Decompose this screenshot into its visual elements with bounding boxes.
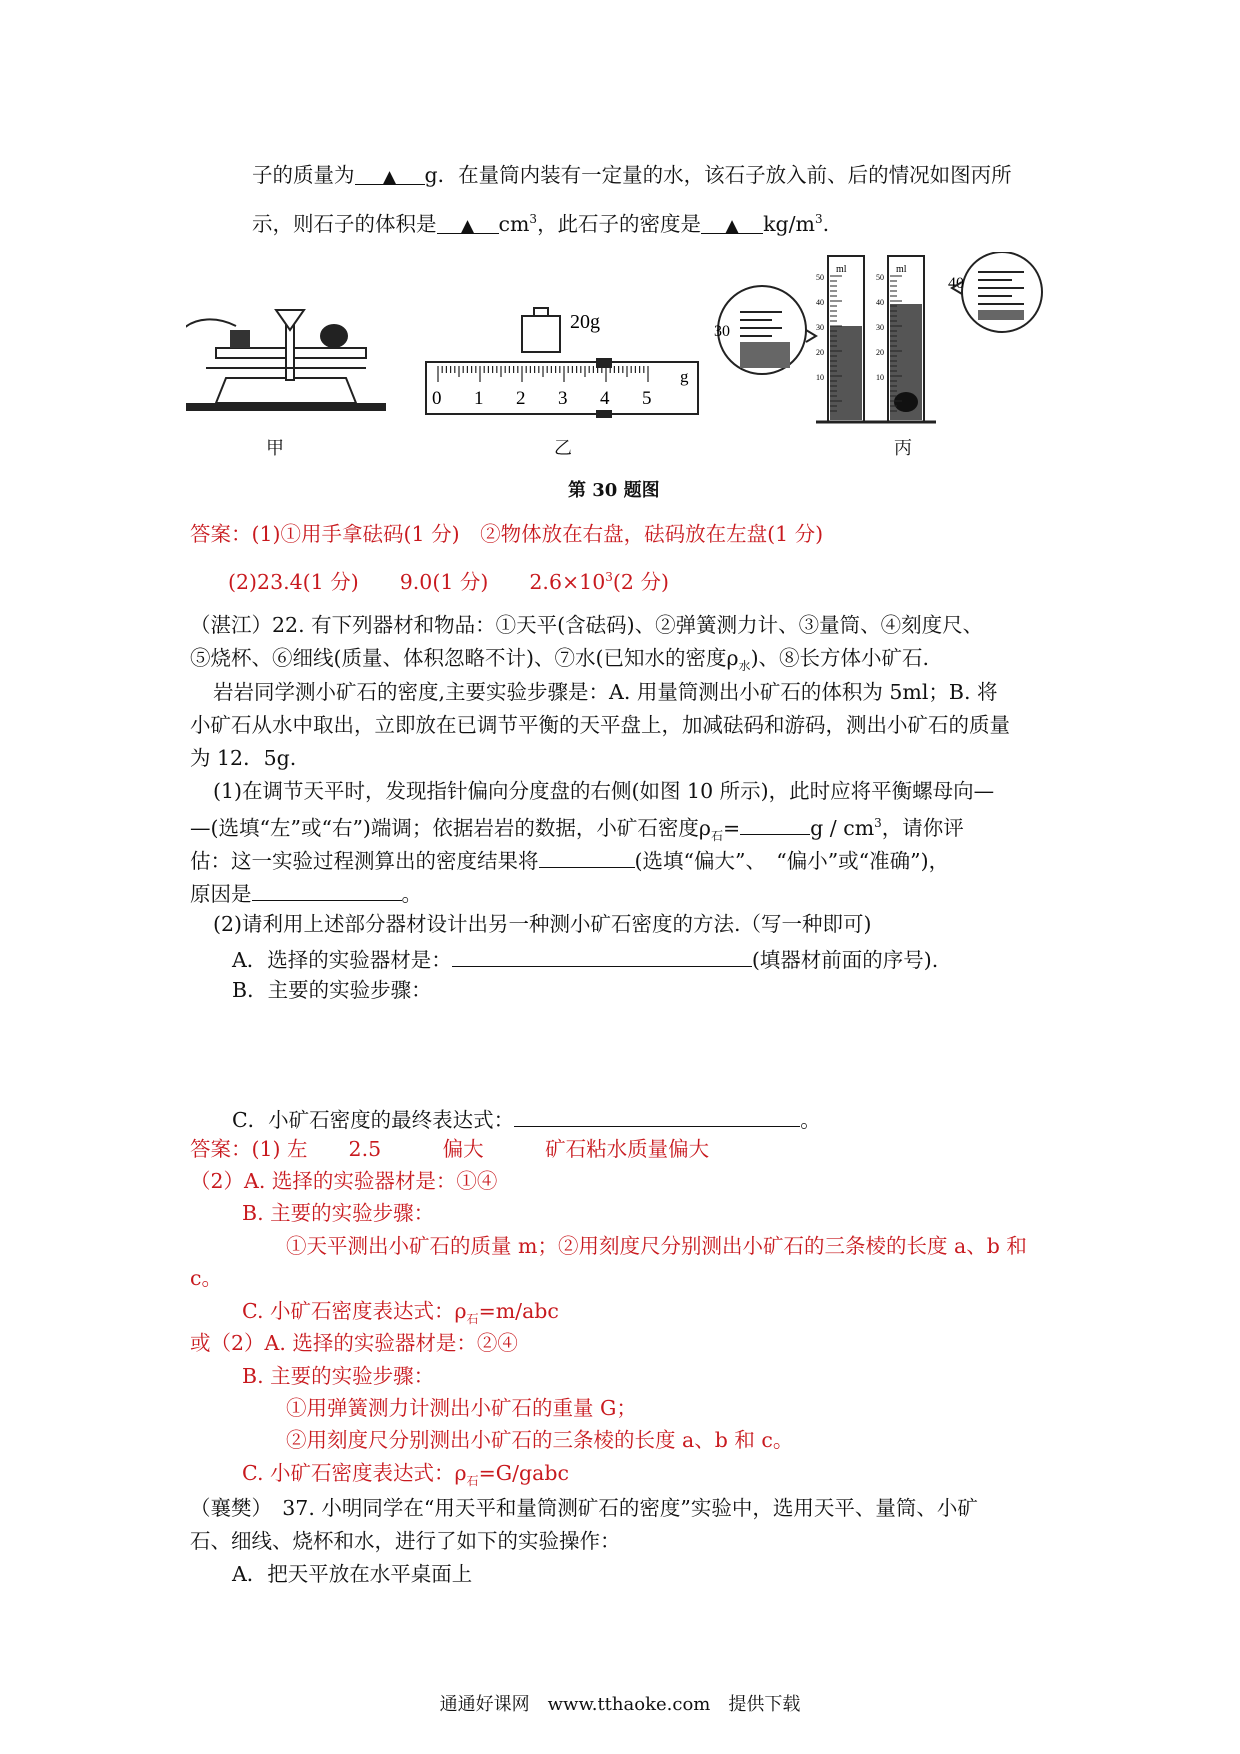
q22-line-2: ⑤烧杯、⑥细线(质量、体积忽略不计)、⑦水(已知水的密度$\rho_水$)、⑧长方体小矿石. <box>190 646 930 674</box>
answer22-line-5: c。 <box>190 1266 222 1290</box>
blank-reason <box>252 876 402 901</box>
answer22-line-2: （2）A. 选择的实验器材是：①④ <box>190 1169 498 1193</box>
q22-line-13: C．小矿石密度的最终表达式： 。 <box>232 1102 821 1135</box>
answer22-line-11: C. 小矿石密度表达式：$\rho_石=G$/gabc <box>242 1461 569 1489</box>
q22-line-7: —(选填“左”或“右”)端调；依据岩岩的数据，小矿石密度$\rho_石= g / cm^3$，请你评 <box>190 810 964 843</box>
weight-handle <box>534 308 548 316</box>
ruler-figure <box>422 300 702 430</box>
blank-equipment <box>452 942 752 967</box>
cylinder-tick-label: 40 <box>876 298 884 307</box>
cyl-unit-right: ml <box>896 264 907 275</box>
cylinder-tick-label: 20 <box>816 348 824 357</box>
q22-line-12: B．主要的实验步骤： <box>232 978 432 1002</box>
ruler-tick-label: 4 <box>600 388 610 409</box>
blank-density: ▲ <box>701 209 763 234</box>
answer22-line-3: B. 主要的实验步骤： <box>242 1201 435 1225</box>
q37-line-3: A．把天平放在水平桌面上 <box>232 1562 473 1586</box>
q22-line-9: 原因是 。 <box>190 876 422 909</box>
q37-line-1: （襄樊） 37. 小明同学在“用天平和量筒测矿石的密度”实验中，选用天平、量筒、小矿 <box>190 1496 978 1520</box>
bubble-right-value: 40 <box>948 275 964 292</box>
q30-line-2: 示，则石子的体积是 ▲ $cm^3$，此石子的密度是 ▲ $kg/m^3$. <box>252 209 829 239</box>
label-bing: 丙 <box>894 438 912 459</box>
pointer-scale <box>276 310 304 330</box>
q22-line-10: (2)请利用上述部分器材设计出另一种测小矿石密度的方法.（写一种即可) <box>213 912 872 936</box>
rider-bottom <box>596 410 612 418</box>
answer30-line-2: (2)23.4(1 分) 9.0(1 分) $2.6\times 10^3(2$ 分) <box>228 570 669 594</box>
hand-icon <box>186 319 236 328</box>
cylinder-tick-label: 50 <box>876 273 884 282</box>
table-surface <box>186 403 386 411</box>
ruler-tick-label: 2 <box>516 388 526 409</box>
answer22-line-7: 或（2）A. 选择的实验器材是：②④ <box>190 1331 518 1355</box>
cylinder-tick-label: 10 <box>876 373 884 382</box>
weight-label: 20g <box>570 311 600 333</box>
blank-expression <box>514 1102 800 1127</box>
bubble-pointer-left <box>806 330 816 342</box>
cylinder-tick-label: 30 <box>816 323 824 332</box>
label-jia: 甲 <box>266 438 284 459</box>
weight-20g-icon <box>522 316 560 352</box>
balance-figure <box>186 290 396 420</box>
cylinder-tick-label: 40 <box>816 298 824 307</box>
cylinder-tick-label: 50 <box>816 273 824 282</box>
q22-line-5: 为 12．5g. <box>190 746 297 770</box>
q37-line-2: 石、细线、烧杯和水，进行了如下的实验操作： <box>190 1529 621 1553</box>
water-zoom-left <box>740 342 790 368</box>
bubble-left-value: 30 <box>714 323 730 340</box>
cylinder-tick-label: 30 <box>876 323 884 332</box>
cylinder-tick-label: 10 <box>816 373 824 382</box>
ruler-tick-label: 5 <box>642 388 652 409</box>
blank-volume: ▲ <box>437 209 499 234</box>
ruler-tick-label: 1 <box>474 388 484 409</box>
cylinder-tick-label: 20 <box>876 348 884 357</box>
ruler-unit: g <box>680 367 689 386</box>
q30-line-1: 子的质量为 ▲ g．在量筒内装有一定量的水，该石子放入前、后的情况如图丙所 <box>252 160 1012 190</box>
answer22-line-6: C. 小矿石密度表达式：$\rho_石=m$/abc <box>242 1299 559 1327</box>
weight-on-pan <box>230 330 250 348</box>
q22-line-11: A．选择的实验器材是： (填器材前面的序号). <box>232 942 938 975</box>
q22-line-3: 岩岩同学测小矿石的密度,主要实验步骤是：A. 用量筒测出小矿石的体积为 5ml；B. 将 <box>213 680 998 704</box>
q22-line-6: (1)在调节天平时，发现指针偏向分度盘的右侧(如图 10 所示)，此时应将平衡螺母向— <box>213 779 995 803</box>
footer: 通通好课网 www.tthaoke.com 提供下载 <box>439 1694 801 1715</box>
stone-in-cylinder <box>894 392 918 412</box>
ruler-tick-label: 3 <box>558 388 568 409</box>
answer22-line-1: 答案：(1) 左 2.5 偏大 矿石粘水质量偏大 <box>190 1137 710 1161</box>
answer22-line-8: B. 主要的实验步骤： <box>242 1364 435 1388</box>
answer30-line-1: 答案：(1)①用手拿砝码(1 分) ②物体放在右盘，砝码放在左盘(1 分) <box>190 522 824 546</box>
answer22-line-9: ①用弹簧测力计测出小矿石的重量 G； <box>286 1396 637 1420</box>
blank-mass: ▲ <box>355 160 425 185</box>
q22-line-4: 小矿石从水中取出，立即放在已调节平衡的天平盘上，加减砝码和游码，测出小矿石的质量 <box>190 713 1010 737</box>
q22-line-8: 估：这一实验过程测算出的密度结果将 (选填“偏大”、 “偏小”或“准确”)， <box>190 843 949 876</box>
stone-on-pan <box>320 324 348 348</box>
answer22-line-4: ①天平测出小矿石的质量 m；②用刻度尺分别测出小矿石的三条棱的长度 a、b 和 <box>286 1234 1027 1258</box>
balance-base <box>216 378 356 403</box>
rider <box>596 358 612 368</box>
q22-line-1: （湛江）22. 有下列器材和物品：①天平(含砝码)、②弹簧测力计、③量筒、④刻度尺、 <box>190 613 984 637</box>
cyl-unit-left: ml <box>836 264 847 275</box>
water-zoom-right <box>978 310 1024 320</box>
blank-density-22 <box>740 810 810 835</box>
answer22-line-10: ②用刻度尺分别测出小矿石的三条棱的长度 a、b 和 c。 <box>286 1428 794 1452</box>
figure-caption: 第 30 题图 <box>568 480 660 501</box>
cylinder-figure <box>712 252 1052 428</box>
label-yi: 乙 <box>554 438 572 459</box>
ruler-tick-label: 0 <box>432 388 442 409</box>
blank-evaluation <box>539 843 635 868</box>
